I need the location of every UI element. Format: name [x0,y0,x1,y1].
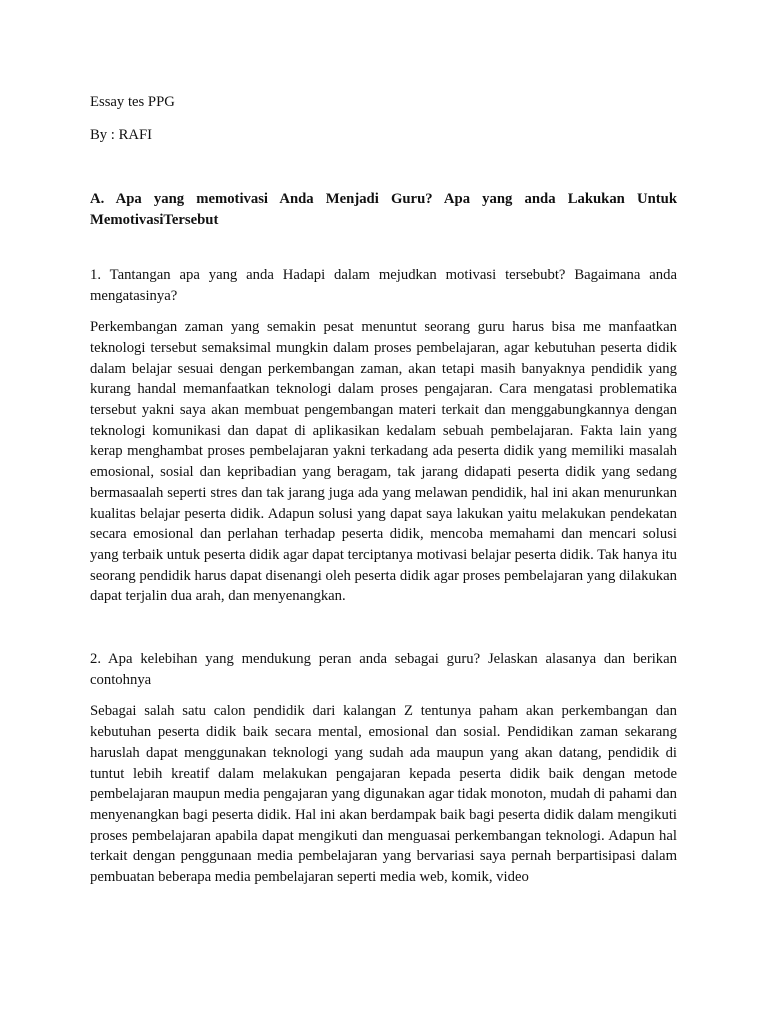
document-title: Essay tes PPG [90,94,175,110]
answer-2: Sebagai salah satu calon pendidik dari kalangan Z tentunya paham akan perkembangan dan kebutuhan peserta didik baik secara mental, emosional dan sosial. Pendidikan zaman sekarang haruslah dapat menggunakan teknologi yang sudah ada maupun yang akan datang, pendidik di tuntut lebih kreatif dalam melakukan pengajaran kepada peserta didik baik dengan metode pembelajaran maupun media pengajaran yang digunakan agar tidak monoton, mudah di pahami dan menyenangkan bagi peserta didik. Hal ini akan berdampak baik bagi peserta didik dalam mengikuti proses pembelajaran apabila dapat mengikuti dan menguasai perkembangan teknologi. Adapun hal terkait dengan penggunaan media pembelajaran yang bervariasi saya pernah berpartisipasi dalam pembuatan beberapa media pembelajaran seperti media web, komik, video [90,703,677,886]
document-page [90,92,677,888]
document-author: By : RAFI [90,126,153,143]
answer-1: Perkembangan zaman yang semakin pesat menuntut seorang guru harus bisa me manfaatkan teknologi tersebut semaksimal mungkin dalam proses pembelajaran, agar kebutuhan peserta didik dalam belajar sesuai dengan perkembangan zaman, akan tetapi masih banyaknya pendidik yang kurang handal memanfaatkan teknologi dalam proses pengajaran. Cara mengatasi problematika tersebut yakni saya akan membuat pengembangan materi terkait dan menggabungkannya dengan teknologi komunikasi dan dapat di aplikasikan kedalam sebuah pembelajaran. Fakta lain yang kerap menghambat proses pembelajaran yakni terkadang ada peserta didik yang memiliki masalah emosional, sosial dan kepribadian yang beragam, tak jarang didapati peserta didik yang sedang bermasaalah seperti stres dan tak jarang juga ada yang melawan pendidik, hal ini akan menurunkan kualitas belajar peserta didik. Adapun solusi yang dapat saya lakukan yaitu melakukan pendekatan secara emosional dan perlahan terhadap peserta didik, mencoba memahami dan mencari solusi yang terbaik untuk peserta didik agar dapat terciptanya motivasi belajar peserta didik. Tak hanya itu seorang pendidik harus dapat disenangi oleh peserta didik agar proses pembelajaran yang dilakukan dapat terjalin dua arah, dan menyenangkan. [90,319,677,605]
section-heading: A. Apa yang memotivasi Anda Menjadi Guru? Apa yang anda Lakukan Untuk MemotivasiTersebut [90,191,677,229]
question-2: 2. Apa kelebihan yang mendukung peran anda sebagai guru? Jelaskan alasanya dan berikan contohnya [90,651,677,688]
question-1: 1. Tantangan apa yang anda Hadapi dalam mejudkan motivasi tersebubt? Bagaimana anda mengatasinya? [90,266,677,304]
